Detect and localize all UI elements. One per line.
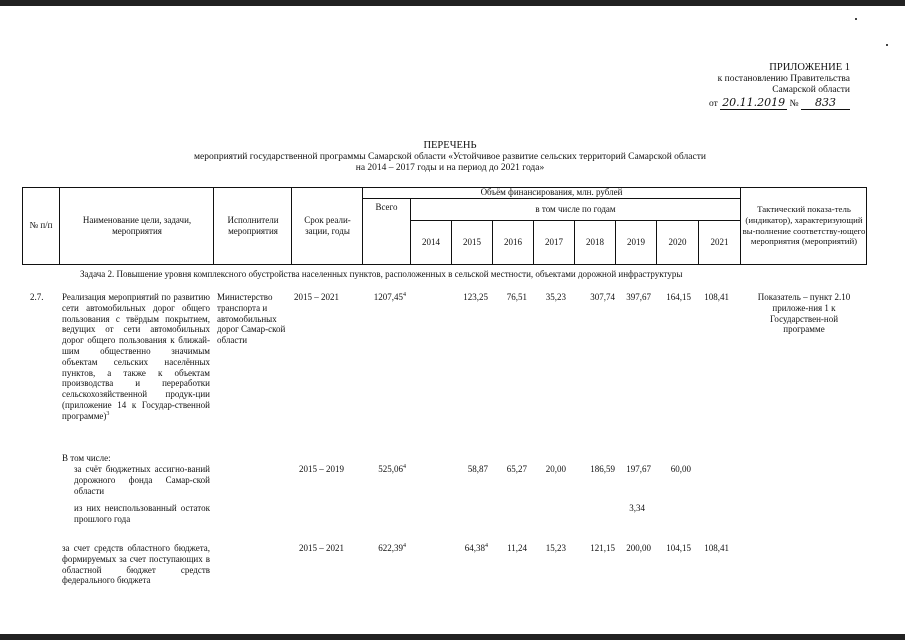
row-main-total-value: 1207,45 [373, 292, 403, 302]
approval-title: ПРИЛОЖЕНИЕ 1 [769, 62, 850, 73]
col-header-by-years: в том числе по годам [535, 204, 616, 215]
scan-bottom-edge [0, 634, 905, 640]
row-main-executor: Министерство транспорта и автомобильных дорог Самар-ской области [217, 292, 286, 346]
approval-line3: Самарской области [772, 85, 850, 95]
title-heading: ПЕРЕЧЕНЬ [423, 140, 477, 151]
row-main-2016: 76,51 [506, 292, 527, 302]
row-regional-2020: 104,15 [666, 543, 691, 553]
row-regional-2021: 108,41 [704, 543, 729, 553]
footnote-mark: 4 [403, 543, 406, 549]
header-table [22, 187, 867, 265]
row-unused-name: из них неиспользованный остаток прошлого года [74, 503, 210, 524]
table-border [291, 187, 292, 265]
row-roadfund-2018: 186,59 [590, 464, 615, 474]
col-header-2021: 2021 [710, 237, 729, 248]
col-header-2018: 2018 [586, 237, 604, 248]
row-unused-2019: 3,34 [629, 503, 645, 513]
title-line3: на 2014 – 2017 годы и на период до 2021 года» [355, 163, 545, 173]
col-header-2019: 2019 [627, 237, 645, 248]
row-main-2020: 164,15 [666, 292, 691, 302]
row-roadfund-term: 2015 – 2019 [299, 464, 344, 474]
row-roadfund-2015: 58,87 [467, 464, 488, 474]
table-border [213, 187, 214, 265]
col-header-2020: 2020 [668, 237, 687, 248]
col-header-indicator: Тактический показа-тель (индикатор), характеризующий вы-полнение соответству-ющего мероприятия (мероприятий) [742, 203, 866, 247]
row-regional-total-value: 622,39 [378, 543, 403, 553]
title-line2: мероприятий государственной программы Самарской области «Устойчивое развитие сельских территорий Самарской области [194, 151, 706, 162]
row-main-2017: 35,23 [545, 292, 566, 302]
row-main-total [362, 292, 406, 302]
table-border [866, 187, 867, 265]
footnote-mark: 4 [403, 464, 406, 470]
row-main-indicator: Показатель – пункт 2.10 приложе-ния 1 к Государствен-ной программе [757, 292, 851, 335]
row-regional-2016: 11,24 [507, 543, 527, 553]
document-title [120, 140, 780, 175]
table-border [740, 187, 741, 265]
row-roadfund-total-value: 525,06 [378, 464, 403, 474]
footnote-mark: 4 [485, 543, 488, 549]
col-header-2015: 2015 [463, 237, 481, 248]
row-main-2019: 397,67 [626, 292, 651, 302]
scan-top-edge [0, 0, 905, 6]
row-roadfund-2017: 20,00 [545, 464, 566, 474]
approval-line2: к постановлению Правительства [717, 73, 850, 84]
col-header-funding: Объём финансирования, млн. рублей [480, 187, 623, 198]
footnote-mark: 4 [403, 292, 406, 298]
from-label: от [709, 98, 718, 109]
col-header-no: № п/п [29, 220, 53, 231]
approval-block [650, 62, 850, 110]
row-main-name [62, 292, 210, 422]
row-main-2015: 123,25 [463, 292, 488, 302]
row-regional-total [362, 543, 406, 553]
row-regional-term: 2015 – 2021 [299, 543, 344, 553]
row-roadfund-2019: 197,67 [626, 464, 651, 474]
row-number: 2.7. [30, 292, 44, 302]
row-regional-2018: 121,15 [590, 543, 615, 553]
including-label: В том числе: [62, 453, 111, 463]
row-roadfund-2016: 65,27 [506, 464, 527, 474]
table-border [59, 187, 60, 265]
number-label: № [789, 98, 799, 109]
col-header-executors: Исполнители мероприятия [227, 215, 279, 236]
col-header-term: Срок реали-зации, годы [304, 215, 351, 236]
row-main-2021: 108,41 [704, 292, 729, 302]
row-regional-2017: 15,23 [545, 543, 566, 553]
row-main-2018: 307,74 [590, 292, 615, 302]
col-header-2014: 2014 [422, 237, 440, 248]
scan-speck [886, 44, 888, 46]
handwritten-date: 20.11.2019 [722, 95, 786, 109]
row-regional-2019: 200,00 [626, 543, 651, 553]
row-regional-2015 [448, 543, 488, 553]
scan-speck [855, 18, 857, 20]
col-header-name: Наименование цели, задачи, мероприятия [82, 215, 192, 236]
approval-date-line [650, 97, 850, 111]
col-header-total: Всего [375, 202, 398, 212]
task-heading: Задача 2. Повышение уровня комплексного обустройства населенных пунктов, расположенных в сельской местности, объектами дорожной инфраструктуры [80, 269, 683, 279]
row-roadfund-2020: 60,00 [670, 464, 691, 474]
row-main-name-text: Реализация мероприятий по развитию сети автомобильных дорог общего пользования с твёрдым покрытием, ведущих от сети автомобильных дорог общего пользования к ближай-шим общественно значимым объектам сельских населённых пунктов, а также к объектам производства и переработки сельскохозяйственной продук-ции (приложение 14 к Государ-ственной программе) [62, 292, 210, 421]
row-regional-2015-value: 64,38 [464, 543, 485, 553]
col-header-2017: 2017 [545, 237, 563, 248]
col-header-2016: 2016 [504, 237, 522, 248]
row-roadfund-name: за счёт бюджетных ассигно-ваний дорожного фонда Самар-ской области [74, 464, 210, 496]
handwritten-number: 833 [801, 96, 850, 110]
footnote-mark: 3 [106, 410, 110, 417]
row-roadfund-total [362, 464, 406, 474]
row-main-term: 2015 – 2021 [294, 292, 339, 302]
row-regional-name: за счет средств областного бюджета, формируемых за счет поступающих в областной бюджет средств федерального бюджета [62, 543, 210, 586]
